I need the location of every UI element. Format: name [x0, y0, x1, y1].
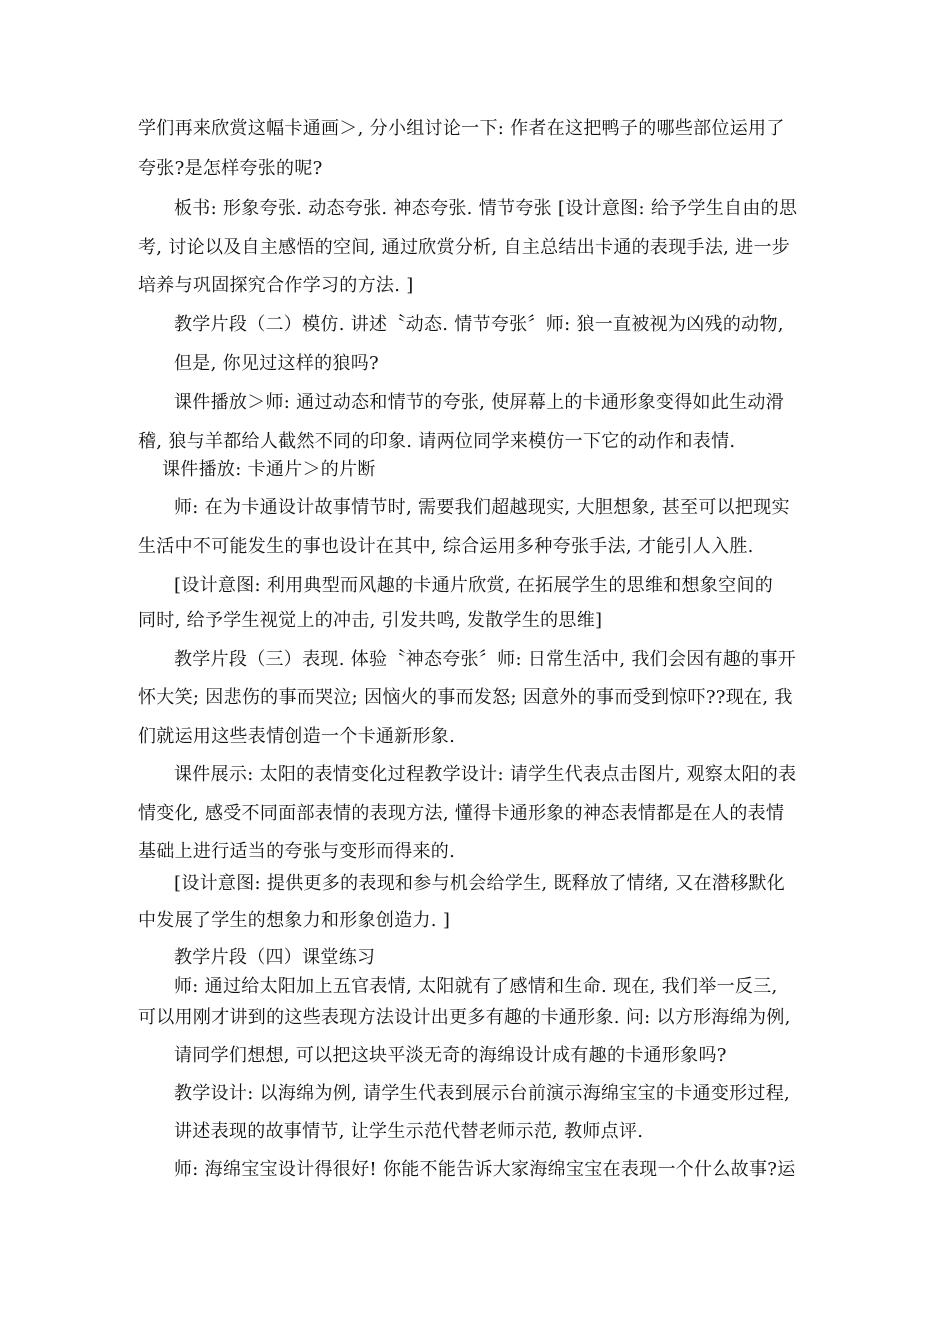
text-line: 情变化, 感受不同面部表情的表现方法, 懂得卡通形象的神态表情都是在人的表情 — [138, 803, 785, 824]
text-line: 讲述表现的故事情节, 让学生示范代替老师示范, 教师点评. — [174, 1121, 644, 1142]
text-line: 基础上进行适当的夸张与变形而得来的. — [138, 841, 456, 862]
text-line: 教学设计: 以海绵为例, 请学生代表到展示台前演示海绵宝宝的卡通变形过程, — [174, 1083, 791, 1104]
text-line: 同时, 给予学生视觉上的冲击, 引发共鸣, 发散学生的思维] — [138, 610, 603, 631]
text-line: 们就运用这些表情创造一个卡通新形象. — [138, 726, 456, 747]
text-line: 培养与巩固探究合作学习的方法. ] — [138, 275, 414, 296]
text-line: 课件展示: 太阳的表情变化过程教学设计: 请学生代表点击图片, 观察太阳的表 — [174, 764, 797, 785]
text-line: 课件播放＞师: 通过动态和情节的夸张, 使屏幕上的卡通形象变得如此生动滑 — [174, 392, 785, 413]
text-line: 课件播放: 卡通片＞的片断 — [162, 459, 376, 480]
text-line: 夸张?是怎样夸张的呢? — [138, 158, 323, 179]
text-line: 学们再来欣赏这幅卡通画＞, 分小组讨论一下: 作者在这把鸭子的哪些部位运用了 — [138, 118, 785, 139]
text-line: 请同学们想想, 可以把这块平淡无奇的海绵设计成有趣的卡通形象吗? — [174, 1045, 727, 1066]
text-line: 师: 通过给太阳加上五官表情, 太阳就有了感情和生命. 现在, 我们举一反三, — [174, 976, 778, 997]
text-line: 师: 海绵宝宝设计得很好! 你能不能告诉大家海绵宝宝在表现一个什么故事?运 — [174, 1159, 796, 1180]
text-line: 怀大笑; 因悲伤的事而哭泣; 因恼火的事而发怒; 因意外的事而受到惊吓??现在, 我 — [138, 687, 793, 708]
text-line: 教学片段（四）课堂练习 — [174, 947, 376, 968]
text-line: [设计意图: 提供更多的表现和参与机会给学生, 既释放了情绪, 又在潜移默化 — [174, 873, 786, 894]
text-line: 生活中不可能发生的事也设计在其中, 综合运用多种夸张手法, 才能引人入胜. — [138, 536, 754, 557]
text-line: 稽, 狼与羊都给人截然不同的印象. 请两位同学来模仿一下它的动作和表情. — [138, 431, 736, 452]
text-line: 但是, 你见过这样的狼吗? — [174, 353, 379, 374]
text-line: 可以用刚才讲到的这些表现方法设计出更多有趣的卡通形象. 问: 以方形海绵为例, — [138, 1007, 791, 1028]
text-line: 考, 讨论以及自主感悟的空间, 通过欣赏分析, 自主总结出卡通的表现手法, 进一步 — [138, 237, 791, 258]
text-line: 中发展了学生的想象力和形象创造力. ] — [138, 910, 451, 931]
text-line: [设计意图: 利用典型而风趣的卡通片欣赏, 在拓展学生的思维和想象空间的 — [174, 575, 774, 596]
text-line: 教学片段（三）表现. 体验〝神态夸张〞师: 日常生活中, 我们会因有趣的事开 — [174, 649, 797, 670]
text-line: 板书: 形象夸张. 动态夸张. 神态夸张. 情节夸张 [设计意图: 给予学生自由的思 — [174, 198, 798, 219]
text-line: 教学片段（二）模仿. 讲述〝动态. 情节夸张〞师: 狼一直被视为凶残的动物, — [174, 314, 784, 335]
text-line: 师: 在为卡通设计故事情节时, 需要我们超越现实, 大胆想象, 甚至可以把现实 — [174, 497, 790, 518]
